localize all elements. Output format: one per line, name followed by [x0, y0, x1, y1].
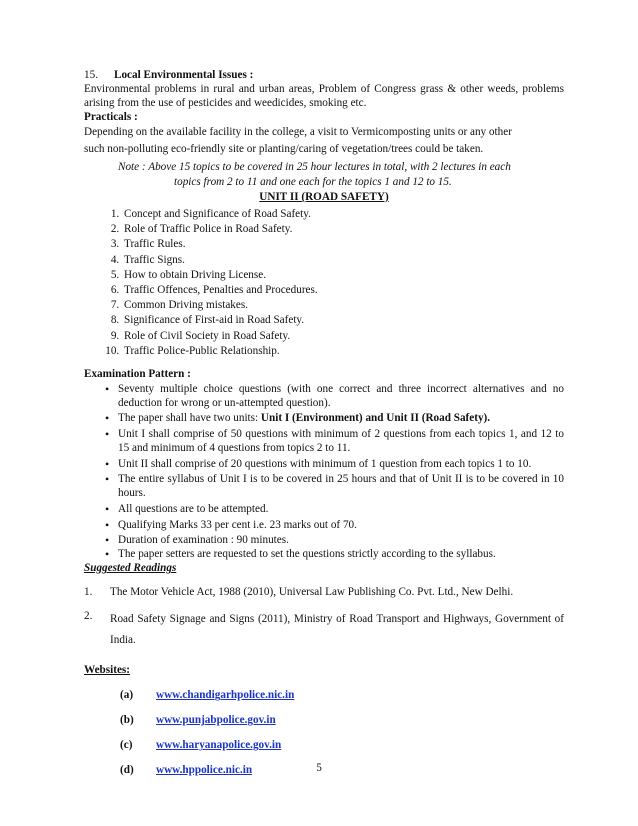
websites-heading: Websites:	[84, 664, 130, 677]
section-heading: Local Environmental Issues :	[113, 69, 254, 81]
website-item	[84, 738, 564, 753]
website-link[interactable]: www.hppolice.nic.in	[156, 764, 253, 777]
website-label: (d)	[120, 764, 134, 777]
unit-2-title: UNIT II (ROAD SAFETY)	[259, 191, 389, 203]
website-label: (b)	[120, 714, 134, 727]
list-item: 9. Role of Civil Society in Road Safety.	[122, 329, 564, 344]
website-link[interactable]: www.chandigarhpolice.nic.in	[156, 689, 295, 702]
reading-item	[84, 609, 564, 651]
road-safety-topics	[84, 207, 564, 359]
reading-text: Road Safety Signage and Signs (2011), Ministry of Road Transport and Highways, Government of India.	[110, 613, 564, 647]
list-item: • Unit I shall comprise of 50 questions with minimum of 2 questions from each topics 1, and 12 to 15 and minimum of 4 questions from topics 2 to 11.	[118, 428, 564, 455]
list-item: 8. Significance of First-aid in Road Safety.	[122, 313, 564, 328]
exam-heading: Examination Pattern :	[84, 368, 191, 381]
list-item: • Duration of examination : 90 minutes.	[118, 534, 564, 548]
list-item: • The paper setters are requested to set the questions strictly according to the syllabus.	[118, 548, 564, 562]
website-item	[84, 713, 564, 728]
list-item	[118, 412, 564, 426]
practicals-line-2: such non-polluting eco-friendly site or planting/caring of vegetation/trees could be taken.	[84, 143, 484, 155]
reading-text: The Motor Vehicle Act, 1988 (2010), Universal Law Publishing Co. Pvt. Ltd., New Delhi.	[110, 586, 514, 599]
list-item: 5. How to obtain Driving License.	[122, 268, 564, 283]
list-item: 6. Traffic Offences, Penalties and Procedures.	[122, 283, 564, 298]
exam-item2-bold: Unit I (Environment) and Unit II (Road Safety).	[260, 412, 491, 425]
website-item	[84, 688, 564, 703]
list-item: 3. Traffic Rules.	[122, 237, 564, 252]
website-label: (c)	[120, 739, 133, 752]
readings-heading: Suggested Readings	[84, 562, 177, 575]
website-label: (a)	[120, 689, 134, 702]
reading-item	[84, 585, 564, 600]
list-item: • Seventy multiple choice questions (with one correct and three incorrect alternatives and no deduction for wrong or un-attempted question).	[118, 383, 564, 410]
exam-pattern-list	[84, 383, 564, 561]
note-line-2: topics from 2 to 11 and one each for the topics 1 and 12 to 15.	[174, 176, 452, 188]
note-line-1: Note : Above 15 topics to be covered in 25 hour lectures in total, with 2 lectures in each	[118, 161, 511, 173]
page-number: 5	[316, 762, 322, 774]
list-item: • Unit II shall comprise of 20 questions with minimum of 1 question from each topics 1 to 10.	[118, 458, 564, 472]
list-item: 4. Traffic Signs.	[122, 253, 564, 268]
practicals-line-1: Depending on the available facility in the college, a visit to Vermicomposting units or any other	[84, 126, 512, 138]
list-item: 1. Concept and Significance of Road Safety.	[122, 207, 564, 222]
section-15-text: Environmental problems in rural and urban areas, Problem of Congress grass & other weeds, problems arising from the use of pesticides and weedicides, smoking etc.	[84, 83, 564, 109]
exam-item2-text: The paper shall have two units:	[118, 412, 261, 425]
section-15-heading-line	[84, 68, 564, 83]
reading-number: 1.	[84, 586, 93, 599]
website-link[interactable]: www.punjabpolice.gov.in	[156, 714, 276, 727]
document-page	[84, 68, 564, 778]
practicals-heading: Practicals :	[84, 111, 138, 123]
list-item: 7. Common Driving mistakes.	[122, 298, 564, 313]
website-link[interactable]: www.haryanapolice.gov.in	[156, 739, 282, 752]
note	[84, 160, 564, 190]
list-item: • Qualifying Marks 33 per cent i.e. 23 marks out of 70.	[118, 519, 564, 533]
reading-number: 2.	[84, 610, 93, 623]
list-item: • All questions are to be attempted.	[118, 503, 564, 517]
list-item: 10. Traffic Police-Public Relationship.	[122, 344, 564, 359]
list-item: • The entire syllabus of Unit I is to be covered in 25 hours and that of Unit II is to be covered in 10 hours.	[118, 473, 564, 500]
list-item: 2. Role of Traffic Police in Road Safety.	[122, 222, 564, 237]
section-number: 15.	[84, 69, 98, 81]
